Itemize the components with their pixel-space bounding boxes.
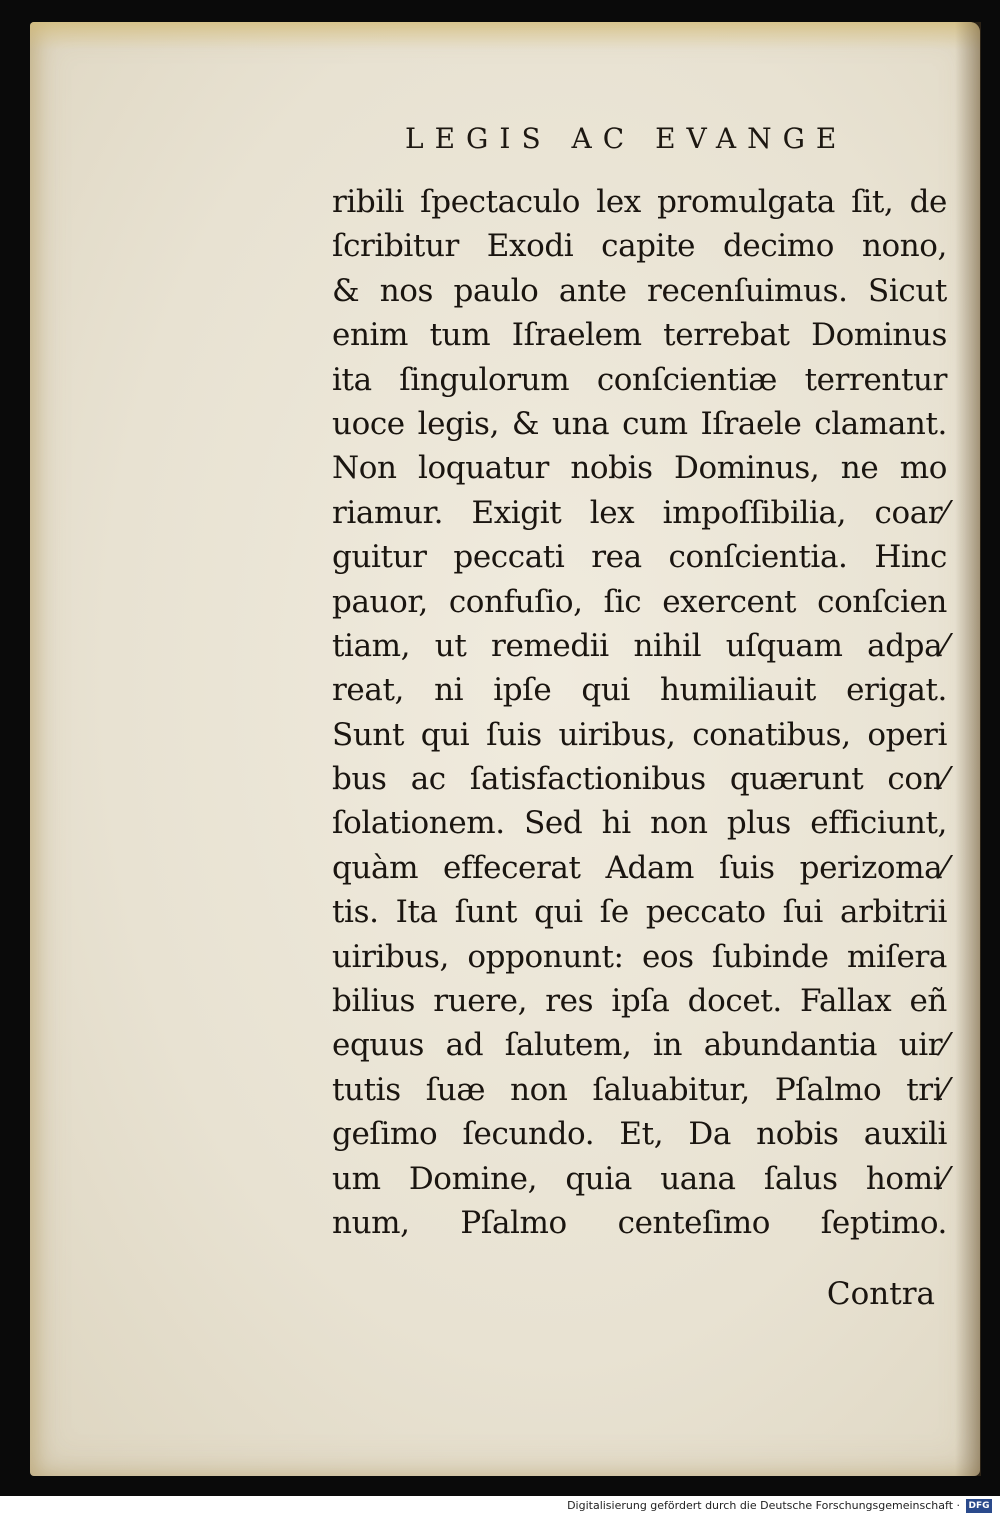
text-line: riamur. Exigit lex impoſſibilia, coar⁄ <box>332 494 947 531</box>
text-line: ribili ſpectaculo lex promulgata ſit, de <box>332 184 947 220</box>
text-line: pauor, confuſio, ſic exercent conſcien <box>332 583 947 620</box>
text-line: ita ſingulorum conſcientiæ terrentur <box>332 361 947 398</box>
text-line: equus ad ſalutem, in abundantia uir⁄ <box>332 1027 947 1064</box>
funding-credit: Digitalisierung gefördert durch die Deutsche Forschungsgemeinschaft · <box>567 1499 960 1512</box>
running-head: LEGIS AC EVANGE <box>405 122 848 155</box>
text-line: bilius ruere, res ipſa docet. Fallax eñ <box>332 983 947 1020</box>
body-text <box>332 180 947 1245</box>
text-line: Sunt qui ſuis uiribus, conatibus, operi <box>332 716 947 753</box>
text-line: geſimo ſecundo. Et, Da nobis auxili <box>332 1116 947 1153</box>
text-line: quàm effecerat Adam ſuis perizoma⁄ <box>332 849 947 886</box>
dfg-logo-icon: DFG <box>966 1499 992 1513</box>
text-line: tiam, ut remedii nihil uſquam adpa⁄ <box>332 627 947 664</box>
catchword: Contra <box>826 1276 935 1312</box>
text-line: & nos paulo ante recenſuimus. Sicut <box>332 272 947 309</box>
text-line: num, Pſalmo centeſimo ſeptimo. <box>332 1204 947 1241</box>
text-line: ſcribitur Exodi capite decimo nono, <box>332 228 947 265</box>
text-line: guitur peccati rea conſcientia. Hinc <box>332 539 947 576</box>
page-edge-stain-top <box>30 22 980 50</box>
text-line: Non loquatur nobis Dominus, ne mo <box>332 450 947 487</box>
page-edge-shadow-right <box>955 22 981 1476</box>
text-line: ſolationem. Sed hi non plus efficiunt, <box>332 805 947 842</box>
text-line: enim tum Iſraelem terrebat Dominus <box>332 317 947 354</box>
text-line: reat, ni ipſe qui humiliauit erigat. <box>332 672 947 709</box>
text-line: uoce legis, & una cum Iſraele clamant. <box>332 405 947 442</box>
text-line: um Domine, quia uana ſalus homi⁄ <box>332 1160 947 1197</box>
text-line: tutis ſuæ non ſaluabitur, Pſalmo tri⁄ <box>332 1071 947 1108</box>
text-line: uiribus, opponunt: eos ſubinde miſera <box>332 938 947 975</box>
text-line: tis. Ita ſunt qui ſe peccato ſui arbitrii <box>332 894 947 931</box>
text-line: bus ac ſatisfactionibus quærunt con⁄ <box>332 761 947 798</box>
